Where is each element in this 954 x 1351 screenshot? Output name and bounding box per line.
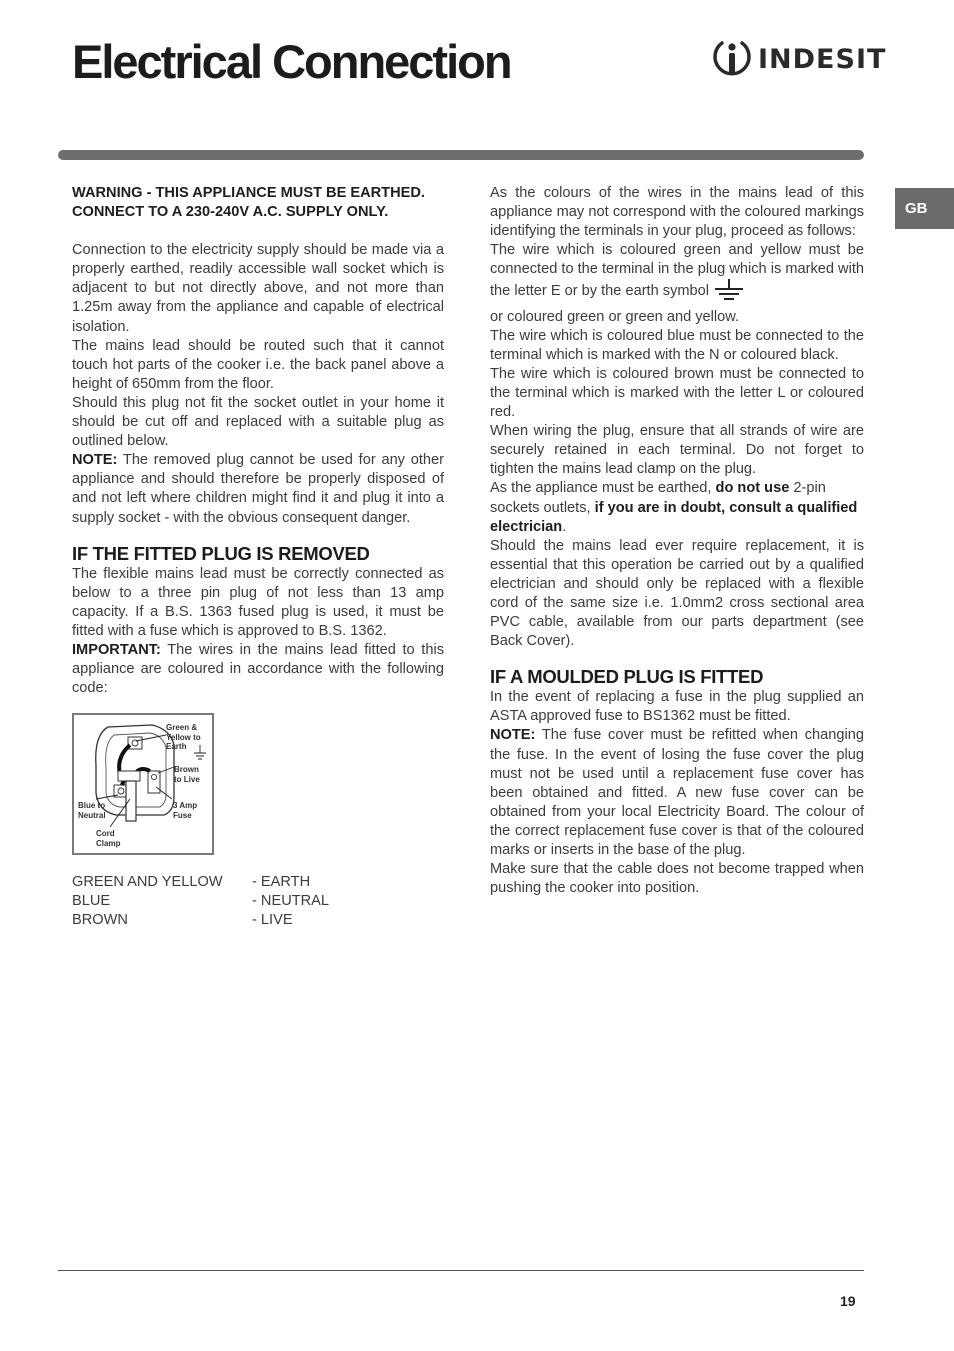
paragraph: The wire which is coloured blue must be connected to the terminal which is marked with the N or coloured black. — [490, 327, 864, 363]
paragraph: In the event of replacing a fuse in the plug supplied an ASTA approved fuse to BS1362 must be fitted. — [490, 689, 864, 725]
note-label: NOTE: — [490, 727, 536, 744]
indesit-logo-icon — [712, 38, 752, 80]
wire-function: - EARTH — [252, 874, 311, 891]
page-title: Electrical Connection — [72, 35, 511, 88]
brand-logo — [712, 38, 886, 80]
plug-wiring-diagram — [72, 713, 214, 855]
emphasis-text: if you are in doubt, consult a qualified electrician — [490, 499, 858, 535]
important-text: The wires in the mains lead fitted to this appliance are coloured in accordance with the following code: — [72, 641, 444, 697]
paragraph: Should this plug not fit the socket outlet in your home it should be cut off and replaced with a suitable plug as outlined below. — [72, 394, 444, 450]
left-column — [72, 184, 444, 931]
wire-colour: BLUE — [72, 893, 111, 910]
diagram-label-earth: Green & Yellow to Earth — [166, 723, 201, 752]
table-row — [72, 873, 329, 892]
text-run: 2-pin sockets outlets, — [490, 480, 826, 516]
note-text: The fuse cover must be refitted when changing the fuse. In the event of losing the fuse cover the plug must not be used until a replacement fuse cover has been obtained and fitted. A new fuse cover can be obtained from your local Electricity Board. The colour of the correct replacement fuse cover is that of the coloured marks or inserts in the base of the plug. — [490, 727, 864, 858]
emphasis-text: do not use — [715, 480, 790, 497]
paragraph — [490, 726, 864, 860]
wire-colour-code-table — [72, 873, 329, 930]
paragraph: or coloured green or green and yellow. — [490, 308, 740, 325]
table-row — [72, 892, 329, 911]
text-run: . — [562, 518, 567, 535]
earth-symbol-icon — [713, 279, 745, 307]
paragraph: Should the mains lead ever require replacement, it is essential that this operation be carried out by a qualified electrician and should only be replaced with a flexible cord of the same size i.e. 1.0mm2 cross sectional area PVC cable, available from our parts department (see Back Cover). — [490, 537, 864, 650]
warning-text: WARNING - THIS APPLIANCE MUST BE EARTHED. CONNECT TO A 230-240V A.C. SUPPLY ONLY. — [72, 185, 425, 221]
paragraph: The mains lead should be routed such that it cannot touch hot parts of the cooker i.e. the back panel above a height of 650mm from the floor. — [72, 337, 444, 392]
paragraph: As the colours of the wires in the mains lead of this appliance may not correspond with the coloured markings identifying the terminals in your plug, proceed as follows: — [490, 185, 864, 240]
right-column — [490, 184, 864, 898]
wire-function: - NEUTRAL — [252, 893, 330, 910]
note-text: The removed plug cannot be used for any other appliance and should therefore be properly disposed of and not left where children might find it and plug it into a supply socket - with the obvious consequent danger. — [72, 452, 444, 526]
important-label: IMPORTANT: — [72, 641, 161, 658]
wire-colour: GREEN AND YELLOW — [72, 874, 223, 891]
paragraph: Connection to the electricity supply should be made via a properly earthed, readily accessible wall socket which is adjacent to but not directly above, and not more than 1.25m away from the appliance and capable of electrical isolation. — [72, 242, 444, 335]
earth-wire-text: The wire which is coloured green and yellow must be connected to the terminal in the plug which is marked with the letter E or by the earth symbol — [490, 242, 864, 300]
note-label: NOTE: — [72, 452, 118, 469]
header-divider — [58, 150, 864, 160]
paragraph — [72, 451, 444, 527]
language-tab: GB — [895, 188, 954, 229]
paragraph: The wire which is coloured brown must be connected to the terminal which is marked with the letter L or coloured red. — [490, 365, 864, 421]
wire-function: - LIVE — [252, 912, 293, 929]
wire-colour: BROWN — [72, 912, 128, 929]
text-run: As the appliance must be earthed, — [490, 480, 716, 497]
section-heading: IF A MOULDED PLUG IS FITTED — [490, 666, 764, 688]
brand-name: INDESIT — [758, 43, 887, 75]
paragraph — [490, 479, 864, 536]
page-number: 19 — [840, 1293, 856, 1309]
paragraph: When wiring the plug, ensure that all strands of wire are securely retained in each terminal. Do not forget to tighten the mains lead clamp on the plug. — [490, 423, 864, 478]
diagram-label-live: Brown to Live — [174, 765, 200, 784]
paragraph: Make sure that the cable does not become trapped when pushing the cooker into position. — [490, 861, 864, 897]
section-heading: IF THE FITTED PLUG IS REMOVED — [72, 542, 370, 564]
diagram-label-clamp: Cord Clamp — [96, 829, 121, 848]
paragraph — [72, 641, 444, 698]
table-row — [72, 911, 329, 930]
footer-divider — [58, 1270, 864, 1271]
paragraph: The flexible mains lead must be correctly connected as below to a three pin plug of not less than 13 amp capacity. If a B.S. 1363 fused plug is used, it must be fitted with a fuse which is approved to B.S. 1362. — [72, 565, 444, 639]
diagram-label-neutral: Blue to Neutral — [78, 801, 106, 820]
diagram-label-fuse: 3 Amp Fuse — [173, 801, 198, 820]
paragraph — [490, 241, 864, 307]
